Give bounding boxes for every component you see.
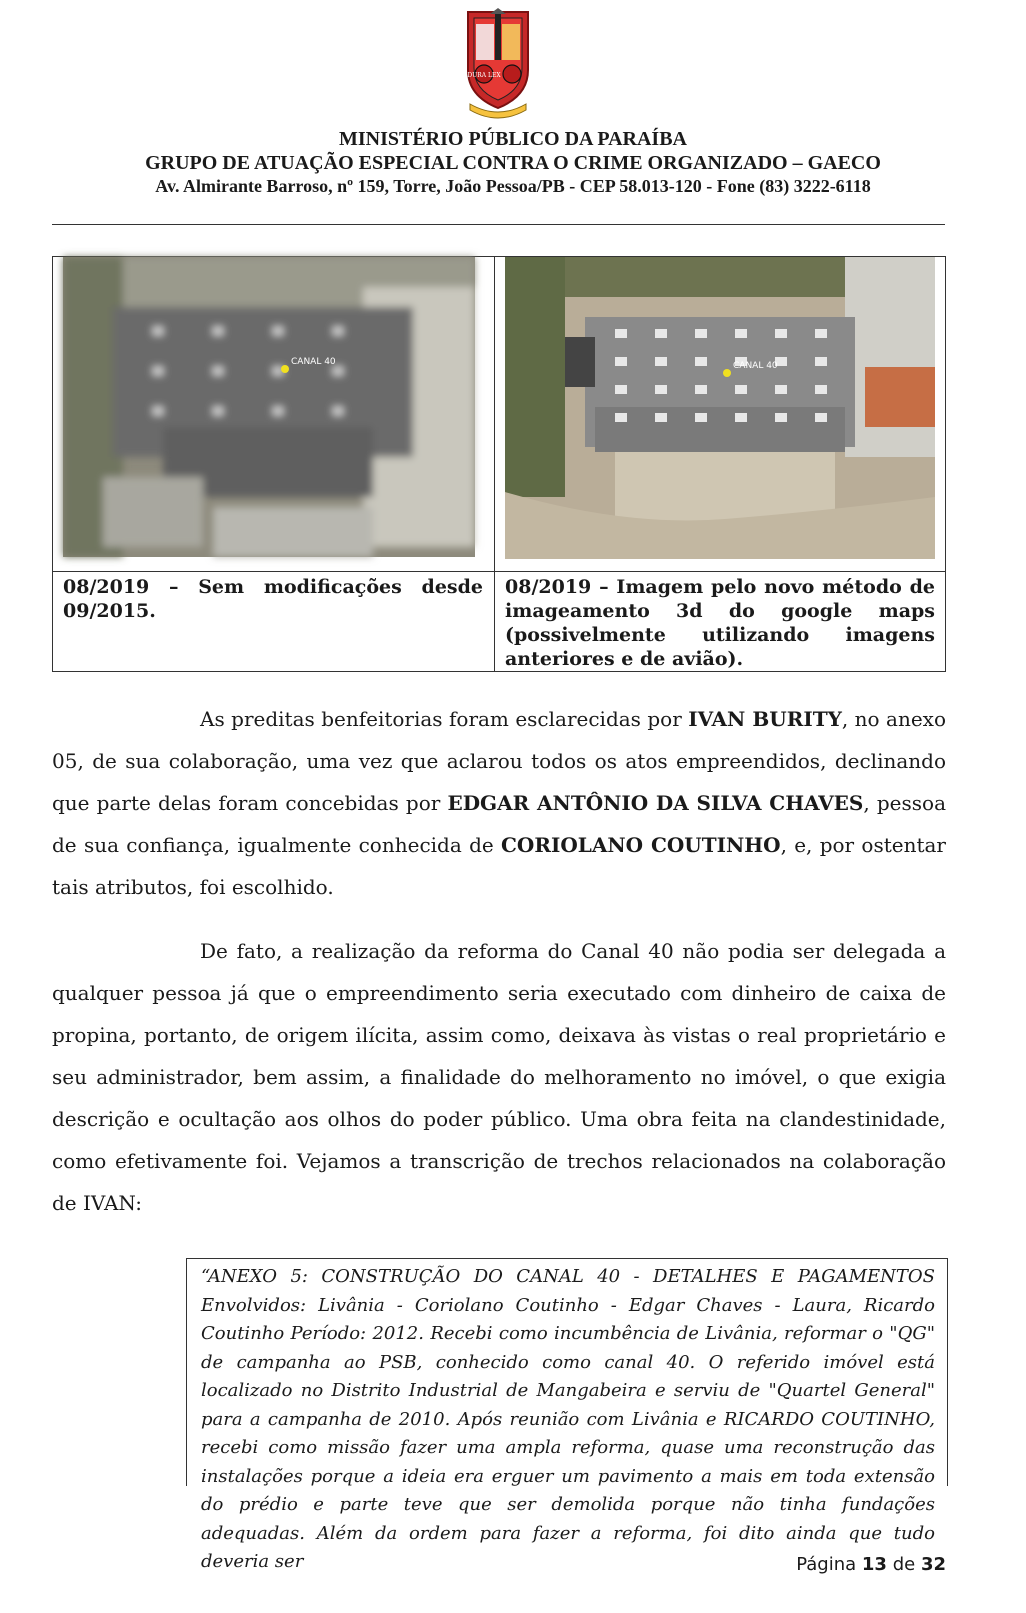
table-row-divider: [53, 571, 945, 572]
name-edgar-chaves: EDGAR ANTÔNIO DA SILVA CHAVES: [447, 791, 864, 815]
satellite-image-table: [52, 256, 946, 672]
map-pin-icon: [281, 365, 289, 373]
map-label: CANAL 40: [291, 357, 336, 367]
satellite-image-2015: [63, 257, 475, 557]
table-column-divider: [494, 257, 495, 671]
institution-crest-logo: [460, 8, 536, 116]
satellite-image-3d-2019: [505, 257, 935, 559]
header-address: Av. Almirante Barroso, nº 159, Torre, João Pessoa/PB - CEP 58.013-120 - Fone (83) 3222-6118: [155, 176, 871, 196]
paragraph-reforma-canal-40: De fato, a realização da reforma do Canal 40 não podia ser delegada a qualquer pessoa já que o empreendimento seria executado com dinheiro de caixa de propina, portanto, de origem ilícita, assim como, deixava às vistas o real proprietário e seu administrador, bem assim, a finalidade do melhoramento no imóvel, o que exigia descrição e ocultação aos olhos do poder público. Uma obra feita na clandestinidade, como efetivamente foi. Vejamos a transcrição de trechos relacionados na colaboração de IVAN:: [52, 939, 946, 1215]
paragraph-benfeitorias: As preditas benfeitorias foram esclarecidas por IVAN BURITY, no anexo 05, de sua colaboração, uma vez que aclarou todos os atos empreendidos, declinando que parte delas foram concebidas por EDGAR ANTÔNIO DA SILVA CHAVES, pessoa de sua confiança, igualmente conhecida de CORIOLANO COUTINHO, e, por ostentar tais atributos, foi escolhido.: [52, 707, 946, 899]
map-pin-icon: [723, 369, 731, 377]
caption-left: 08/2019 – Sem modificações desde 09/2015.: [63, 576, 483, 622]
caption-right: 08/2019 – Imagem pelo novo método de imageamento 3d do google maps (possivelmente utilizando imagens anteriores e de avião).: [505, 576, 935, 670]
testimony-quote-text: “ANEXO 5: CONSTRUÇÃO DO CANAL 40 - DETALHES E PAGAMENTOS Envolvidos: Livânia - Coriolano Coutinho - Edgar Chaves - Laura, Ricardo Coutinho Período: 2012. Recebi como incumbência de Livânia, reformar o "QG" de campanha ao PSB, conhecido como canal 40. O referido imóvel está localizado no Distrito Industrial de Mangabeira e serviu de "Quartel General" para a campanha de 2010. Após reunião com Livânia e RICARDO COUTINHO, recebi como missão fazer uma ampla reforma, quase uma reconstrução das instalações porque a ideia era erguer um pavimento a mais em toda extensão do prédio e parte teve que ser demolida porque não tinha fundações adequadas. Além da ordem para fazer a reforma, foi dito ainda que tudo deveria ser: [201, 1266, 935, 1572]
name-ivan-burity: IVAN BURITY: [688, 707, 842, 731]
page-number: Página 13 de 32: [796, 1554, 946, 1575]
header-group-name: GRUPO DE ATUAÇÃO ESPECIAL CONTRA O CRIME ORGANIZADO – GAECO: [145, 152, 881, 174]
header-institution-name: MINISTÉRIO PÚBLICO DA PARAÍBA: [338, 128, 687, 150]
header-divider: [52, 224, 945, 225]
map-label: CANAL 40: [733, 361, 778, 371]
name-coriolano-coutinho: CORIOLANO COUTINHO: [501, 833, 781, 857]
svg-text:DURA LEX: DURA LEX: [467, 72, 501, 79]
